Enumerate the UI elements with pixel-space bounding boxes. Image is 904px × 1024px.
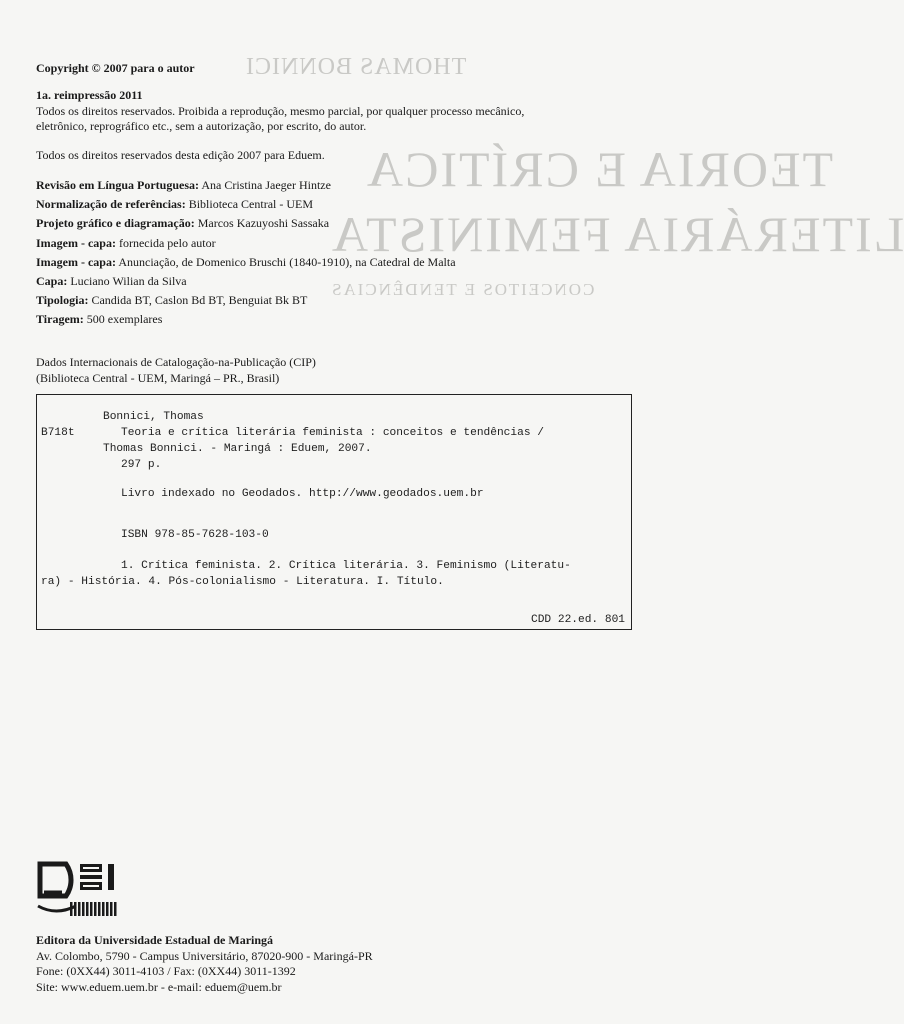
- credit-label: Imagem - capa:: [36, 235, 116, 250]
- card-cdd: CDD 22.ed. 801: [531, 614, 625, 626]
- card-title-line-2: Thomas Bonnici. - Maringá : Eduem, 2007.: [103, 443, 372, 455]
- credit-value: Anunciação, de Domenico Bruschi (1840-1910), na Catedral de Malta: [115, 254, 456, 269]
- credit-row: [36, 234, 456, 253]
- cip-header: [36, 355, 316, 386]
- publisher-phone: Fone: (0XX44) 3011-4103 / Fax: (0XX44) 3011-1392: [36, 964, 296, 978]
- card-author: Bonnici, Thomas: [103, 411, 204, 423]
- credit-label: Tipologia:: [36, 293, 89, 308]
- reprint-line: 1a. reimpressão 2011: [36, 88, 143, 102]
- credit-row: [36, 310, 456, 329]
- credit-row: [36, 214, 456, 233]
- card-subjects-line-2: ra) - História. 4. Pós-colonialismo - Literatura. I. Título.: [41, 576, 444, 588]
- credit-row: [36, 272, 456, 291]
- edition-info: [36, 88, 656, 135]
- cip-line-1: Dados Internacionais de Catalogação-na-Publicação (CIP): [36, 355, 316, 369]
- credit-label: Capa:: [36, 273, 68, 288]
- publisher-info: [36, 933, 373, 995]
- rights-line-1: Todos os direitos reservados. Proibida a reprodução, mesmo parcial, por qualquer processo mecânico,: [36, 103, 525, 118]
- card-subjects-line-1: 1. Crítica feminista. 2. Crítica literária. 3. Feminismo (Literatu-: [121, 560, 571, 572]
- publisher-site: Site: www.eduem.uem.br - e-mail: eduem@uem.br: [36, 979, 282, 994]
- publisher-address: Av. Colombo, 5790 - Campus Universitário, 87020-900 - Maringá-PR: [36, 948, 373, 963]
- credit-value: Luciano Wilian da Silva: [67, 273, 187, 288]
- credit-row: [36, 195, 456, 214]
- credit-row: [36, 176, 456, 195]
- credit-value: fornecida pelo autor: [115, 235, 216, 250]
- show-through-author: THOMAS BONNICI: [245, 54, 467, 80]
- credit-label: Revisão em Língua Portuguesa:: [36, 178, 199, 192]
- card-title-line-1: Teoria e crítica literária feminista : conceitos e tendências /: [121, 427, 544, 439]
- credit-label: Projeto gráfico e diagramação:: [36, 216, 195, 231]
- copyright-notice: Copyright © 2007 para o autor: [36, 61, 195, 75]
- credit-label: Imagem - capa:: [36, 254, 116, 269]
- rights-eduem: Todos os direitos reservados desta edição 2007 para Eduem.: [36, 148, 325, 162]
- cip-line-2: (Biblioteca Central - UEM, Maringá – PR., Brasil): [36, 370, 280, 385]
- rights-line-2: eletrônico, reprográfico etc., sem a autorização, por escrito, do autor.: [36, 119, 367, 133]
- card-indexed: Livro indexado no Geodados. http://www.geodados.uem.br: [121, 488, 484, 500]
- credit-value: Candida BT, Caslon Bd BT, Benguiat Bk BT: [88, 293, 308, 308]
- credit-value: 500 exemplares: [83, 312, 163, 327]
- credit-label: Normalização de referências:: [36, 197, 186, 212]
- credit-label: Tiragem:: [36, 312, 84, 327]
- credits-list: [36, 176, 456, 330]
- credit-row: [36, 291, 456, 310]
- credit-value: Ana Cristina Jaeger Hintze: [199, 178, 331, 192]
- credit-value: Marcos Kazuyoshi Sassaka: [194, 216, 330, 231]
- credit-value: Biblioteca Central - UEM: [185, 197, 314, 212]
- show-through-subtitle: CONCEITOS E TENDÊNCIAS: [330, 280, 595, 299]
- show-through-title-2: LITERÁRIA FEMINISTA: [330, 206, 904, 262]
- catalog-card: [36, 394, 632, 630]
- show-through-title-1: TEORIA E CRÍTICA: [365, 141, 834, 197]
- card-isbn: ISBN 978-85-7628-103-0: [121, 529, 269, 541]
- credit-row: [36, 253, 456, 272]
- eduem-logo: [36, 858, 122, 920]
- publisher-name: Editora da Universidade Estadual de Maringá: [36, 933, 274, 947]
- card-call-number: B718t: [41, 427, 75, 439]
- card-pages: 297 p.: [121, 459, 162, 471]
